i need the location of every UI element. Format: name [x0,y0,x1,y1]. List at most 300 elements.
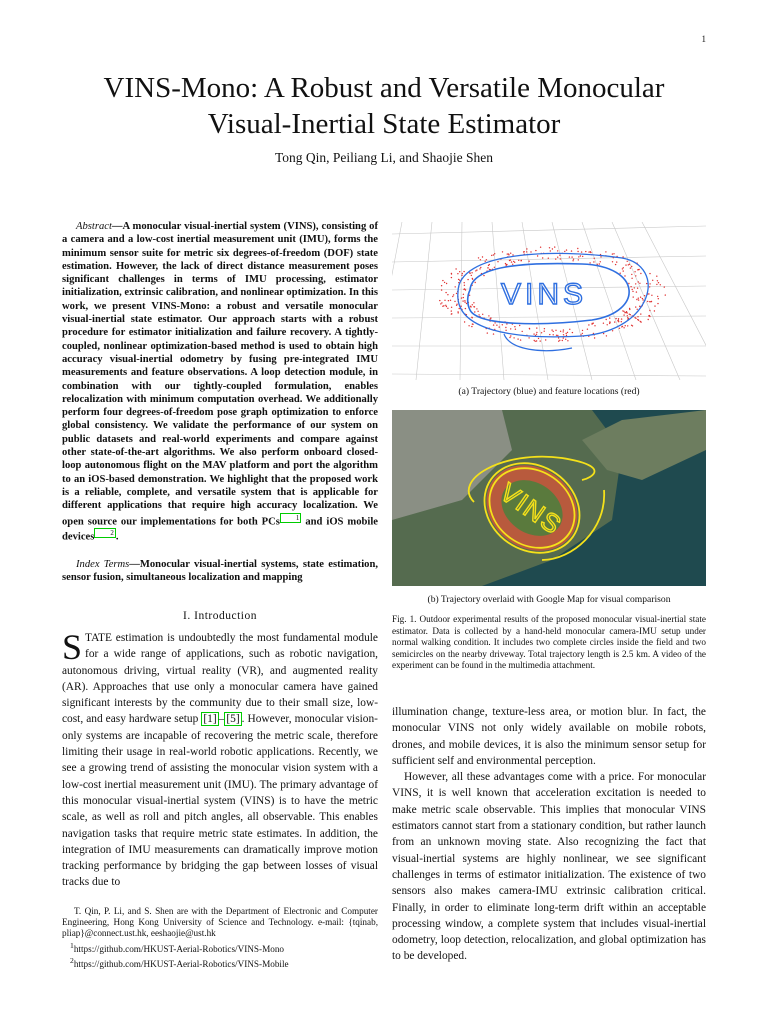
feature-point [464,321,465,322]
feature-point [578,259,579,260]
footnote-1 [62,940,378,955]
feature-point [506,264,507,265]
feature-point [637,288,638,289]
figure-1b-map [392,410,706,586]
feature-point [649,283,650,284]
feature-point [471,272,472,273]
feature-point [477,311,478,312]
feature-point [559,340,560,341]
feature-point [606,319,607,320]
page-number: 1 [701,34,706,44]
feature-point [615,264,616,265]
feature-point [537,255,538,256]
feature-point [630,314,631,315]
feature-point [577,248,578,249]
feature-point [441,285,442,286]
feature-point [457,273,458,274]
feature-point [635,306,636,307]
feature-point [563,329,564,330]
feature-point [446,283,447,284]
feature-point [499,326,500,327]
trajectory-plot [392,222,706,380]
feature-point [464,302,465,303]
feature-point [635,275,636,276]
footnote-2 [62,955,378,970]
feature-point [522,331,523,332]
figure-1a-trajectory [392,222,706,380]
feature-point [461,297,462,298]
feature-point [660,284,661,285]
feature-point [462,273,463,274]
feature-point [582,330,583,331]
feature-point [478,314,479,315]
feature-point [562,340,563,341]
feature-point [463,297,464,298]
feature-point [549,247,550,248]
feature-point [589,262,590,263]
feature-point [632,291,633,292]
feature-point [464,300,465,301]
feature-point [508,253,509,254]
feature-point [649,286,650,287]
feature-point [458,312,459,313]
abstract [62,220,378,544]
feature-point [573,259,574,260]
feature-point [487,267,488,268]
feature-point [614,321,615,322]
feature-point [545,339,546,340]
feature-point [644,295,645,296]
feature-point [557,335,558,336]
feature-point [441,302,442,303]
feature-point [627,261,628,262]
feature-point [566,335,567,336]
feature-point [439,300,440,301]
feature-point [563,334,564,335]
feature-point [511,261,512,262]
feature-point [634,271,635,272]
feature-point [630,267,631,268]
feature-point [657,303,658,304]
right-paragraph-2: However, all these advantages come with a price. For monocular VINS, it is well known that acceleration excitation is needed to make metric scale observable. This implies that monocular VINS estimators cannot start from a stationary condition, but rather launch from an unknown moving state. Also recognizing the fact that visual-inertial systems are highly nonlinear, we see significant challenges in terms of estimator initialization. The existence of two sensors also makes camera-IMU extrinsic calibration critical. Finally, in order to eliminate long-term drift within an acceptable processing window, a complete system that includes visual-inertial odometry, loop detection, relocalization, and global optimization has to be developed. [392,771,706,963]
feature-point [654,310,655,311]
feature-point [538,338,539,339]
feature-point [489,269,490,270]
index-terms [62,558,378,585]
feature-point [515,329,516,330]
feature-point [588,324,589,325]
feature-point [632,289,633,290]
feature-point [664,286,665,287]
feature-point [626,311,627,312]
feature-point [615,318,616,319]
feature-point [443,305,444,306]
feature-point [514,326,515,327]
feature-point [560,258,561,259]
feature-point [624,275,625,276]
feature-point [505,330,506,331]
feature-point [520,339,521,340]
feature-point [528,337,529,338]
feature-point [517,338,518,339]
feature-point [624,312,625,313]
feature-point [540,247,541,248]
feature-point [462,300,463,301]
intro-text-2: . However, monocular vision-only systems are incapable of recovering the metric scale, therefore limiting their usage in real-world robotic applications. Recently, we see a growing trend of assisting the monocular vision system with a low-cost inertial measurement unit (IMU). The primary advantage of this monocular visual-inertial system (VINS) is to have the metric scale, as well as roll and pitch angles, all observable. This enables navigation tasks that require metric state estimates. In addition, the integration of IMU measurements can dramatically improve motion tracking performance by bridging the gap between losses of visual tracks due to [62,713,378,889]
feature-point [487,332,488,333]
feature-point [471,275,472,276]
feature-point [456,304,457,305]
feature-point [468,325,469,326]
feature-point [566,249,567,250]
feature-point [553,334,554,335]
feature-point [625,325,626,326]
feature-point [523,251,524,252]
abstract-lead: Abstract [76,221,112,232]
feature-point [510,253,511,254]
feature-point [445,292,446,293]
feature-point [656,276,657,277]
feature-point [658,298,659,299]
feature-point [447,308,448,309]
feature-point [475,282,476,283]
feature-point [497,261,498,262]
feature-point [489,264,490,265]
feature-point [642,298,643,299]
index-terms-body: —Monocular visual-inertial systems, state estimation, sensor fusion, simultaneous localization and mapping [62,559,378,584]
feature-point [569,329,570,330]
feature-point [472,279,473,280]
feature-point [631,266,632,267]
feature-point [551,329,552,330]
feature-point [536,327,537,328]
feature-point [455,286,456,287]
feature-point [603,333,604,334]
section-heading-introduction: I. Introduction [183,610,257,622]
feature-point [582,333,583,334]
feature-point [555,330,556,331]
feature-point [638,281,639,282]
feature-point [613,253,614,254]
feature-point [494,322,495,323]
feature-point [636,299,637,300]
feature-point [533,333,534,334]
feature-point [465,308,466,309]
feature-point [451,313,452,314]
feature-point [548,258,549,259]
feature-point [651,301,652,302]
feature-point [639,283,640,284]
feature-point [553,331,554,332]
feature-point [473,306,474,307]
feature-point [554,246,555,247]
feature-point [638,320,639,321]
feature-point [571,256,572,257]
feature-point [637,316,638,317]
feature-point [572,332,573,333]
feature-point [652,280,653,281]
feature-point [451,273,452,274]
feature-point [454,301,455,302]
abstract-body-mid: and iOS mobile devices [62,516,378,543]
feature-point [640,313,641,314]
feature-point [639,306,640,307]
feature-point [544,331,545,332]
feature-point [464,282,465,283]
feature-point [623,314,624,315]
feature-point [463,294,464,295]
feature-point [563,331,564,332]
feature-point [455,268,456,269]
feature-point [474,311,475,312]
feature-point [472,324,473,325]
abstract-body: —A monocular visual-inertial system (VINS), consisting of a camera and a low-cost inertial measurement unit (IMU), forms the minimum sensor suite for metric six degrees-of-freedom (DOF) state estimation. However, the lack of direct distance measurement poses significant challenges in terms of IMU processing, estimator initialization, extrinsic calibration, and nonlinear optimization. In this work, we present VINS-Mono: a robust and versatile monocular visual-inertial state estimator. Our approach starts with a robust procedure for estimator initialization and failure recovery. A tightly-coupled, nonlinear optimization-based method is used to obtain high accuracy visual-inertial odometry by fusing pre-integrated IMU measurements and feature observations. A loop detection module, in combination with our tightly-coupled formulation, enables relocalization with minimum computation overhead. We additionally perform four degrees-of-freedom pose graph optimization to enforce global consistency. We validate the performance of our system on public datasets and real-world experiments and compare against other state-of-the-art algorithms. We also perform onboard closed-loop autonomous flight on the MAV platform and port the algorithm to an iOS-based demonstration. We highlight that the proposed work is a reliable, complete, and versatile system that is applicable for different applications that require high accuracy localization. We open source our implementations for both PCs [62,221,378,528]
feature-point [535,341,536,342]
feature-point [656,284,657,285]
feature-point [513,337,514,338]
right-column-body [392,704,706,965]
feature-point [530,251,531,252]
feature-point [567,340,568,341]
feature-point [473,302,474,303]
feature-point [612,330,613,331]
feature-point [618,318,619,319]
feature-point [649,315,650,316]
feature-point [542,257,543,258]
feature-point [572,260,573,261]
feature-point [577,251,578,252]
map-label-vins: VINS [494,476,569,541]
feature-point [453,294,454,295]
footnote-ref-2[interactable]: 2 [94,528,116,538]
feature-point [518,260,519,261]
feature-point [571,250,572,251]
feature-point [528,261,529,262]
feature-point [637,309,638,310]
feature-point [585,251,586,252]
feature-point [485,261,486,262]
feature-point [555,258,556,259]
feature-point [472,304,473,305]
feature-point [451,307,452,308]
feature-point [651,295,652,296]
feature-point [469,272,470,273]
feature-point [593,261,594,262]
trajectory-label-vins: VINS [500,278,588,311]
feature-point [634,287,635,288]
feature-point [582,256,583,257]
feature-point [557,250,558,251]
feature-point [510,328,511,329]
feature-point [588,251,589,252]
feature-point [646,283,647,284]
feature-point [640,321,641,322]
feature-point [594,337,595,338]
feature-point [578,256,579,257]
feature-point [619,328,620,329]
feature-point [459,308,460,309]
feature-point [451,310,452,311]
feature-point [444,282,445,283]
feature-point [629,308,630,309]
drop-cap: S [62,627,83,667]
feature-point [471,317,472,318]
footnote-2-url[interactable]: https://github.com/HKUST-Aerial-Robotics/VINS-Mobile [73,958,289,969]
feature-point [456,293,457,294]
feature-point [625,264,626,265]
feature-point [512,254,513,255]
feature-point [461,275,462,276]
feature-point [510,335,511,336]
feature-point [621,318,622,319]
feature-point [558,341,559,342]
feature-point [560,331,561,332]
feature-point [505,263,506,264]
feature-point [480,267,481,268]
feature-point [622,268,623,269]
feature-point [563,337,564,338]
feature-point [649,273,650,274]
feature-point [565,339,566,340]
feature-point [658,282,659,283]
feature-point [628,283,629,284]
citation-link-1[interactable]: [1] [203,713,217,726]
feature-point [569,256,570,257]
feature-point [618,320,619,321]
feature-point [623,267,624,268]
feature-point [567,332,568,333]
citation-link-5[interactable]: [5] [226,713,240,726]
feature-point [507,253,508,254]
feature-point [488,315,489,316]
affiliation-note: T. Qin, P. Li, and S. Shen are with the Department of Electronic and Computer Engineering, Hong Kong University of Science and Technology. e-mail: {tqinab, pliap}@connect.ust.hk, eeshaojie@ust.hk [62,906,378,939]
feature-point [654,305,655,306]
feature-point [590,251,591,252]
feature-point [509,337,510,338]
feature-point [552,248,553,249]
feature-point [642,299,643,300]
feature-point [612,261,613,262]
feature-point [605,251,606,252]
feature-point [502,324,503,325]
feature-point [450,300,451,301]
title-line-1: VINS-Mono: A Robust and Versatile Monocular [103,72,665,104]
feature-point [447,294,448,295]
feature-point [464,285,465,286]
feature-point [493,333,494,334]
feature-point [623,311,624,312]
feature-point [633,296,634,297]
feature-point [638,298,639,299]
feature-point [470,306,471,307]
feature-point [600,256,601,257]
intro-text-1: TATE estimation is undoubtedly the most fundamental module for a wide range of applications, such as robotic navigation, autonomous driving, virtual reality (VR), and augmented reality (AR). Approaches that use only a monocular camera have gained significant interests by the community due to their small size, low-cost, and easy hardware setup [62,632,378,726]
subcaption-a: (a) Trajectory (blue) and feature locations (red) [458,386,640,397]
footnotes [62,906,378,970]
feature-point [476,308,477,309]
feature-point [442,280,443,281]
feature-point [480,259,481,260]
feature-point [592,323,593,324]
feature-point [514,262,515,263]
feature-point [446,306,447,307]
feature-point [535,250,536,251]
feature-point [475,270,476,271]
feature-point [628,264,629,265]
feature-point [461,306,462,307]
citation-dash: – [218,713,225,726]
feature-point [526,251,527,252]
author-list: Tong Qin, Peiliang Li, and Shaojie Shen [274,150,494,165]
feature-point [631,278,632,279]
feature-point [631,274,632,275]
feature-point [478,257,479,258]
footnote-1-url[interactable]: https://github.com/HKUST-Aerial-Robotics/VINS-Mono [73,943,285,954]
feature-point [529,328,530,329]
feature-point [638,269,639,270]
feature-point [609,317,610,318]
feature-point [600,261,601,262]
feature-point [493,254,494,255]
feature-point [465,289,466,290]
feature-point [469,295,470,296]
feature-point [648,319,649,320]
feature-point [649,310,650,311]
feature-point [479,268,480,269]
feature-point [510,259,511,260]
feature-point [603,323,604,324]
feature-point [502,251,503,252]
feature-point [657,280,658,281]
feature-point [564,251,565,252]
feature-point [559,255,560,256]
feature-point [630,286,631,287]
feature-point [627,312,628,313]
feature-point [599,263,600,264]
feature-point [612,253,613,254]
feature-point [606,335,607,336]
feature-point [520,260,521,261]
feature-point [594,325,595,326]
feature-point [566,333,567,334]
feature-point [623,327,624,328]
feature-point [550,250,551,251]
feature-point [648,293,649,294]
feature-point [496,325,497,326]
feature-point [544,328,545,329]
map-overlay [392,410,706,586]
feature-point [486,259,487,260]
title-line-2: Visual-Inertial State Estimator [207,108,561,140]
right-paragraph-1: illumination change, texture-less area, or motion blur. In fact, the monocular VINS not only widely available on mobile robots, drones, and mobile devices, it is also the minimum sensor setup for sufficient self and environmental perception. [392,706,706,767]
paper-title [0,70,768,142]
footnote-ref-1[interactable]: 1 [280,513,302,523]
feature-point [635,283,636,284]
feature-point [627,315,628,316]
feature-point [647,301,648,302]
introduction-paragraph [62,627,378,891]
feature-point [541,332,542,333]
feature-point [494,267,495,268]
feature-point [471,326,472,327]
feature-point [452,296,453,297]
feature-point [448,300,449,301]
feature-point [526,248,527,249]
feature-point [459,271,460,272]
feature-point [536,334,537,335]
feature-point [640,273,641,274]
feature-point [536,332,537,333]
